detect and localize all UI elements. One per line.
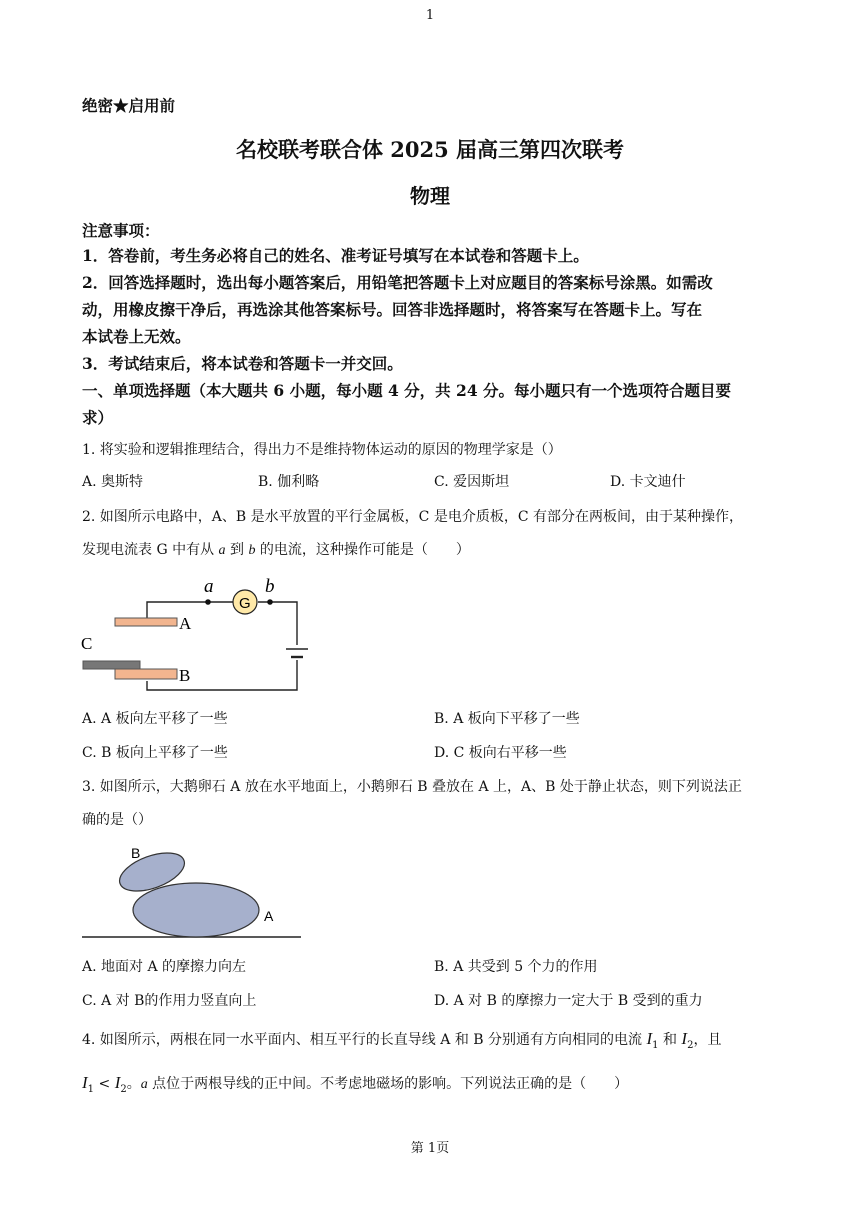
q2-option-b: B. A 板向下平移了一些 (434, 711, 580, 727)
notice-item: 本试卷上无效。 (82, 327, 191, 346)
stone-a (133, 883, 259, 937)
notice-item: 2．回答选择题时，选出每小题答案后，用铅笔把答题卡上对应题目的答案标号涂黑。如需改 (82, 273, 713, 292)
q2-text: 到 (225, 542, 249, 558)
q1-option-b: B. 伽利略 (258, 474, 320, 490)
q3-option-c: C. A 对 B的作用力竖直向上 (82, 993, 257, 1009)
q4-var-a: a (140, 1077, 148, 1092)
label-a-point: a (204, 576, 214, 597)
question-1-stem: 1. 将实验和逻辑推理结合，得出力不是维持物体运动的原因的物理学家是（） (82, 442, 562, 458)
notice-item: 1．答卷前，考生务必将自己的姓名、准考证号填写在本试卷和答题卡上。 (82, 246, 589, 265)
q4-current-i2: I (681, 1029, 688, 1048)
q4-text: 和 (658, 1032, 682, 1048)
q4-line2-i2: I (114, 1073, 121, 1092)
exam-title: 名校联考联合体 2025 届高三第四次联考 (235, 137, 625, 162)
q2-var-b: b (248, 543, 256, 558)
notice-item: 3．考试结束后，将本试卷和答题卡一并交回。 (82, 354, 403, 373)
q4-current-i1: I (646, 1029, 653, 1048)
q4-line2-sub-1: 1 (87, 1083, 95, 1095)
label-stone-a: A (264, 908, 274, 924)
q3-option-b: B. A 共受到 5 个力的作用 (434, 959, 598, 975)
notice-heading: 注意事项： (82, 221, 160, 240)
q3-option-d: D. A 对 B 的摩擦力一定大于 B 受到的重力 (434, 993, 703, 1009)
section-heading-cont: 求） (82, 408, 114, 427)
q1-option-c: C. 爱因斯坦 (434, 474, 510, 490)
header-page-number: 1 (425, 8, 435, 23)
q2-text: 的电流，这种操作可能是（ ） (255, 542, 470, 558)
q1-option-d: D. 卡文迪什 (610, 474, 686, 490)
label-plate-b: B (179, 666, 191, 685)
question-3-stem-cont: 确的是（） (82, 812, 152, 828)
footer-page-label: 第 1页 (410, 1141, 450, 1156)
label-b-point: b (265, 576, 275, 597)
galvanometer-label: G (239, 595, 251, 612)
q4-text: 点位于两根导线的正中间。不考虑地磁场的影响。下列说法正确的是（ ） (147, 1076, 629, 1092)
section-heading: 一、单项选择题（本大题共 6 小题，每小题 4 分，共 24 分。每小题只有一个选项符合题目要 (82, 381, 732, 400)
exam-subject: 物理 (410, 184, 450, 208)
notice-item: 动，用橡皮擦干净后，再选涂其他答案标号。回答非选择题时，将答案写在答题卡上。写在 (82, 300, 703, 319)
q4-text: ，且 (693, 1032, 722, 1048)
question-2-stem: 2. 如图所示电路中，A、B 是水平放置的平行金属板，C 是电介质板，C 有部分在两板间，由于某种操作， (82, 509, 743, 525)
q4-text: 。 (126, 1076, 141, 1092)
q4-text: 4. 如图所示，两根在同一水平面内、相互平行的长直导线 A 和 B 分别通有方向相同的电流 (82, 1032, 647, 1048)
question-4-stem-cont (82, 1074, 628, 1099)
q2-option-d: D. C 板向右平移一些 (434, 745, 567, 761)
question-3-stem: 3. 如图所示，大鹅卵石 A 放在水平地面上，小鹅卵石 B 叠放在 A 上，A、B 处于静止状态，则下列说法正 (82, 779, 742, 795)
label-plate-a: A (179, 614, 192, 633)
label-plate-c: C (81, 634, 93, 653)
q4-sub-2: 2 (687, 1039, 694, 1051)
q3-option-a: A. 地面对 A 的摩擦力向左 (82, 959, 247, 975)
q1-option-a: A. 奥斯特 (82, 474, 144, 490)
question-4-stem (82, 1030, 721, 1055)
label-stone-b: B (131, 845, 141, 861)
q4-line2-i1: I (82, 1073, 88, 1092)
q2-option-a: A. A 板向左平移了一些 (82, 711, 228, 727)
q4-line2-sub-2: 2 (120, 1083, 127, 1095)
q4-less-than: < (94, 1076, 115, 1092)
confidential-mark: 绝密★启用前 (82, 96, 176, 115)
q2-option-c: C. B 板向上平移了一些 (82, 745, 228, 761)
q2-text: 发现电流表 G 中有从 (82, 542, 219, 558)
q2-var-a: a (218, 543, 226, 558)
q4-sub-1: 1 (652, 1039, 659, 1051)
